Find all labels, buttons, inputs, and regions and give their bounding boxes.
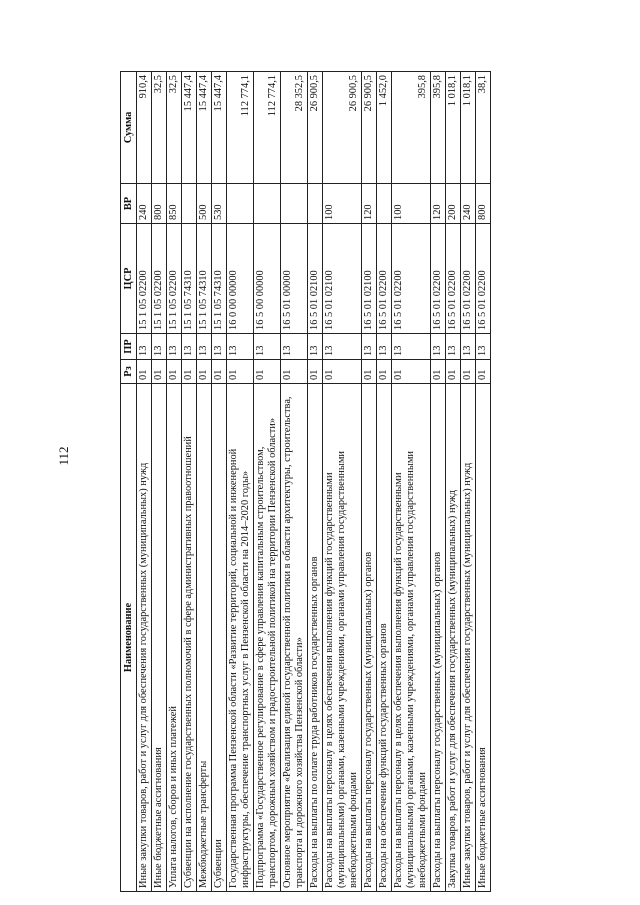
cell-vr: 240: [137, 184, 152, 224]
table-row: [197, 72, 212, 892]
header-rz: Рз: [121, 360, 137, 384]
cell-vr: 120: [431, 184, 446, 224]
budget-table: [120, 71, 491, 892]
cell-rz: 01: [476, 360, 491, 384]
cell-rz: 01: [377, 360, 392, 384]
cell-vr: [308, 184, 323, 224]
table-row: [182, 72, 197, 892]
cell-rz: 01: [137, 360, 152, 384]
cell-csr: 16 5 01 02100: [308, 224, 323, 334]
cell-sum: 395,8: [392, 72, 431, 184]
cell-pr: 13: [182, 334, 197, 360]
cell-vr: 800: [152, 184, 167, 224]
cell-sum: 910,4: [137, 72, 152, 184]
cell-csr: 16 5 01 02100: [323, 224, 362, 334]
cell-name: Субвенции: [212, 384, 227, 892]
cell-name: Закупка товаров, работ и услуг для обеспечения государственных (муниципальных) нужд: [446, 384, 461, 892]
page-number: 112: [56, 446, 71, 466]
cell-vr: 120: [362, 184, 377, 224]
cell-vr: 240: [461, 184, 476, 224]
table-row: [377, 72, 392, 892]
cell-csr: 15 1 05 74310: [182, 224, 197, 334]
cell-name: Расходы на выплаты персоналу в целях обеспечения выполнения функций государственными (муниципальными) органами, казенными учреждениями, органами управления государственными внебюджетными фондами: [392, 384, 431, 892]
cell-sum: 38,1: [476, 72, 491, 184]
table-row: [308, 72, 323, 892]
cell-rz: 01: [461, 360, 476, 384]
cell-vr: 100: [392, 184, 431, 224]
table-row: [137, 72, 152, 892]
cell-vr: [254, 184, 281, 224]
cell-pr: 13: [197, 334, 212, 360]
cell-csr: 15 1 05 74310: [197, 224, 212, 334]
cell-csr: 16 5 01 02200: [461, 224, 476, 334]
cell-sum: 28 352,5: [281, 72, 308, 184]
cell-name: Государственная программа Пензенской области «Развитие территорий, социальной и инженерной инфраструктуры, обеспечение транспортных услуг в Пензенской области на 2014–2020 годы»: [227, 384, 254, 892]
header-row: [121, 72, 137, 892]
cell-sum: 1 018,1: [446, 72, 461, 184]
cell-pr: 13: [227, 334, 254, 360]
cell-sum: 112 774,1: [254, 72, 281, 184]
header-vr: ВР: [121, 184, 137, 224]
cell-name: Основное мероприятие «Реализация единой государственной политики в области архитектуры, строительства, транспорта и дорожного хозяйства Пензенской области»: [281, 384, 308, 892]
cell-name: Расходы на обеспечение функций государственных органов: [377, 384, 392, 892]
cell-pr: 13: [167, 334, 182, 360]
table-row: [446, 72, 461, 892]
cell-sum: 32,5: [152, 72, 167, 184]
table-row: [152, 72, 167, 892]
cell-pr: 13: [212, 334, 227, 360]
cell-rz: 01: [362, 360, 377, 384]
cell-csr: 16 5 01 02200: [476, 224, 491, 334]
cell-sum: 15 447,4: [182, 72, 197, 184]
cell-vr: [377, 184, 392, 224]
cell-vr: 530: [212, 184, 227, 224]
cell-name: Подпрограмма «Государственное регулирование в сфере управления капитальным строительством, транспортом, дорожным хозяйством и градостроительной политикой на территории Пензенской области»: [254, 384, 281, 892]
cell-sum: 26 900,5: [323, 72, 362, 184]
cell-pr: 13: [431, 334, 446, 360]
cell-pr: 13: [362, 334, 377, 360]
cell-csr: 15 1 05 02200: [167, 224, 182, 334]
cell-rz: 01: [167, 360, 182, 384]
cell-csr: 16 5 01 02100: [362, 224, 377, 334]
header-name: Наименование: [121, 384, 137, 892]
cell-pr: 13: [281, 334, 308, 360]
table-row: [323, 72, 362, 892]
cell-pr: 13: [323, 334, 362, 360]
cell-name: Субвенции на исполнение государственных полномочий в сфере административных правоотношений: [182, 384, 197, 892]
cell-vr: 200: [446, 184, 461, 224]
cell-name: Межбюджетные трансферты: [197, 384, 212, 892]
cell-pr: 13: [152, 334, 167, 360]
cell-pr: 13: [137, 334, 152, 360]
table-row: [254, 72, 281, 892]
cell-vr: [182, 184, 197, 224]
cell-name: Расходы на выплаты персоналу государственных (муниципальных) органов: [431, 384, 446, 892]
cell-rz: 01: [431, 360, 446, 384]
cell-pr: 13: [461, 334, 476, 360]
cell-sum: 15 447,4: [197, 72, 212, 184]
cell-sum: 32,5: [167, 72, 182, 184]
cell-name: Уплата налогов, сборов и иных платежей: [167, 384, 182, 892]
table-row: [227, 72, 254, 892]
table-row: [392, 72, 431, 892]
cell-vr: 100: [323, 184, 362, 224]
cell-vr: [281, 184, 308, 224]
header-csr: ЦСР: [121, 224, 137, 334]
cell-pr: 13: [377, 334, 392, 360]
cell-csr: 16 0 00 00000: [227, 224, 254, 334]
cell-vr: 500: [197, 184, 212, 224]
table-row: [212, 72, 227, 892]
cell-rz: 01: [152, 360, 167, 384]
cell-rz: 01: [281, 360, 308, 384]
cell-sum: 26 900,5: [308, 72, 323, 184]
table-row: [281, 72, 308, 892]
cell-name: Расходы на выплаты по оплате труда работников государственных органов: [308, 384, 323, 892]
cell-name: Иные бюджетные ассигнования: [476, 384, 491, 892]
cell-rz: 01: [446, 360, 461, 384]
cell-name: Иные закупки товаров, работ и услуг для обеспечения государственных (муниципальных) нужд: [137, 384, 152, 892]
cell-rz: 01: [392, 360, 431, 384]
header-pr: ПР: [121, 334, 137, 360]
cell-rz: 01: [227, 360, 254, 384]
table-row: [167, 72, 182, 892]
cell-sum: 15 447,4: [212, 72, 227, 184]
cell-sum: 1 018,1: [461, 72, 476, 184]
cell-csr: 16 5 00 00000: [254, 224, 281, 334]
cell-sum: 1 452,0: [377, 72, 392, 184]
cell-name: Расходы на выплаты персоналу в целях обеспечения выполнения функций государственными (муниципальными) органами, казенными учреждениями, органами управления государственными внебюджетными фондами: [323, 384, 362, 892]
cell-csr: 15 1 05 02200: [152, 224, 167, 334]
cell-csr: 16 5 01 00000: [281, 224, 308, 334]
cell-csr: 16 5 01 02200: [431, 224, 446, 334]
cell-rz: 01: [212, 360, 227, 384]
cell-name: Иные закупки товаров, работ и услуг для обеспечения государственных (муниципальных) нужд: [461, 384, 476, 892]
cell-name: Иные бюджетные ассигнования: [152, 384, 167, 892]
table-row: [476, 72, 491, 892]
cell-csr: 16 5 01 02200: [377, 224, 392, 334]
cell-sum: 395,8: [431, 72, 446, 184]
cell-pr: 13: [476, 334, 491, 360]
table-row: [362, 72, 377, 892]
cell-rz: 01: [182, 360, 197, 384]
cell-rz: 01: [323, 360, 362, 384]
cell-pr: 13: [392, 334, 431, 360]
table-row: [461, 72, 476, 892]
table-row: [431, 72, 446, 892]
cell-csr: 16 5 01 02200: [446, 224, 461, 334]
cell-csr: 16 5 01 02200: [392, 224, 431, 334]
header-sum: Сумма: [121, 72, 137, 184]
cell-pr: 13: [254, 334, 281, 360]
cell-pr: 13: [308, 334, 323, 360]
cell-pr: 13: [446, 334, 461, 360]
cell-vr: [227, 184, 254, 224]
cell-vr: 850: [167, 184, 182, 224]
cell-rz: 01: [254, 360, 281, 384]
cell-rz: 01: [308, 360, 323, 384]
rotated-page: [120, 72, 600, 892]
table-body: [137, 72, 491, 892]
cell-csr: 15 1 05 02200: [137, 224, 152, 334]
cell-sum: 26 900,5: [362, 72, 377, 184]
cell-sum: 112 774,1: [227, 72, 254, 184]
cell-csr: 15 1 05 74310: [212, 224, 227, 334]
cell-vr: 800: [476, 184, 491, 224]
cell-name: Расходы на выплаты персоналу государственных (муниципальных) органов: [362, 384, 377, 892]
cell-rz: 01: [197, 360, 212, 384]
